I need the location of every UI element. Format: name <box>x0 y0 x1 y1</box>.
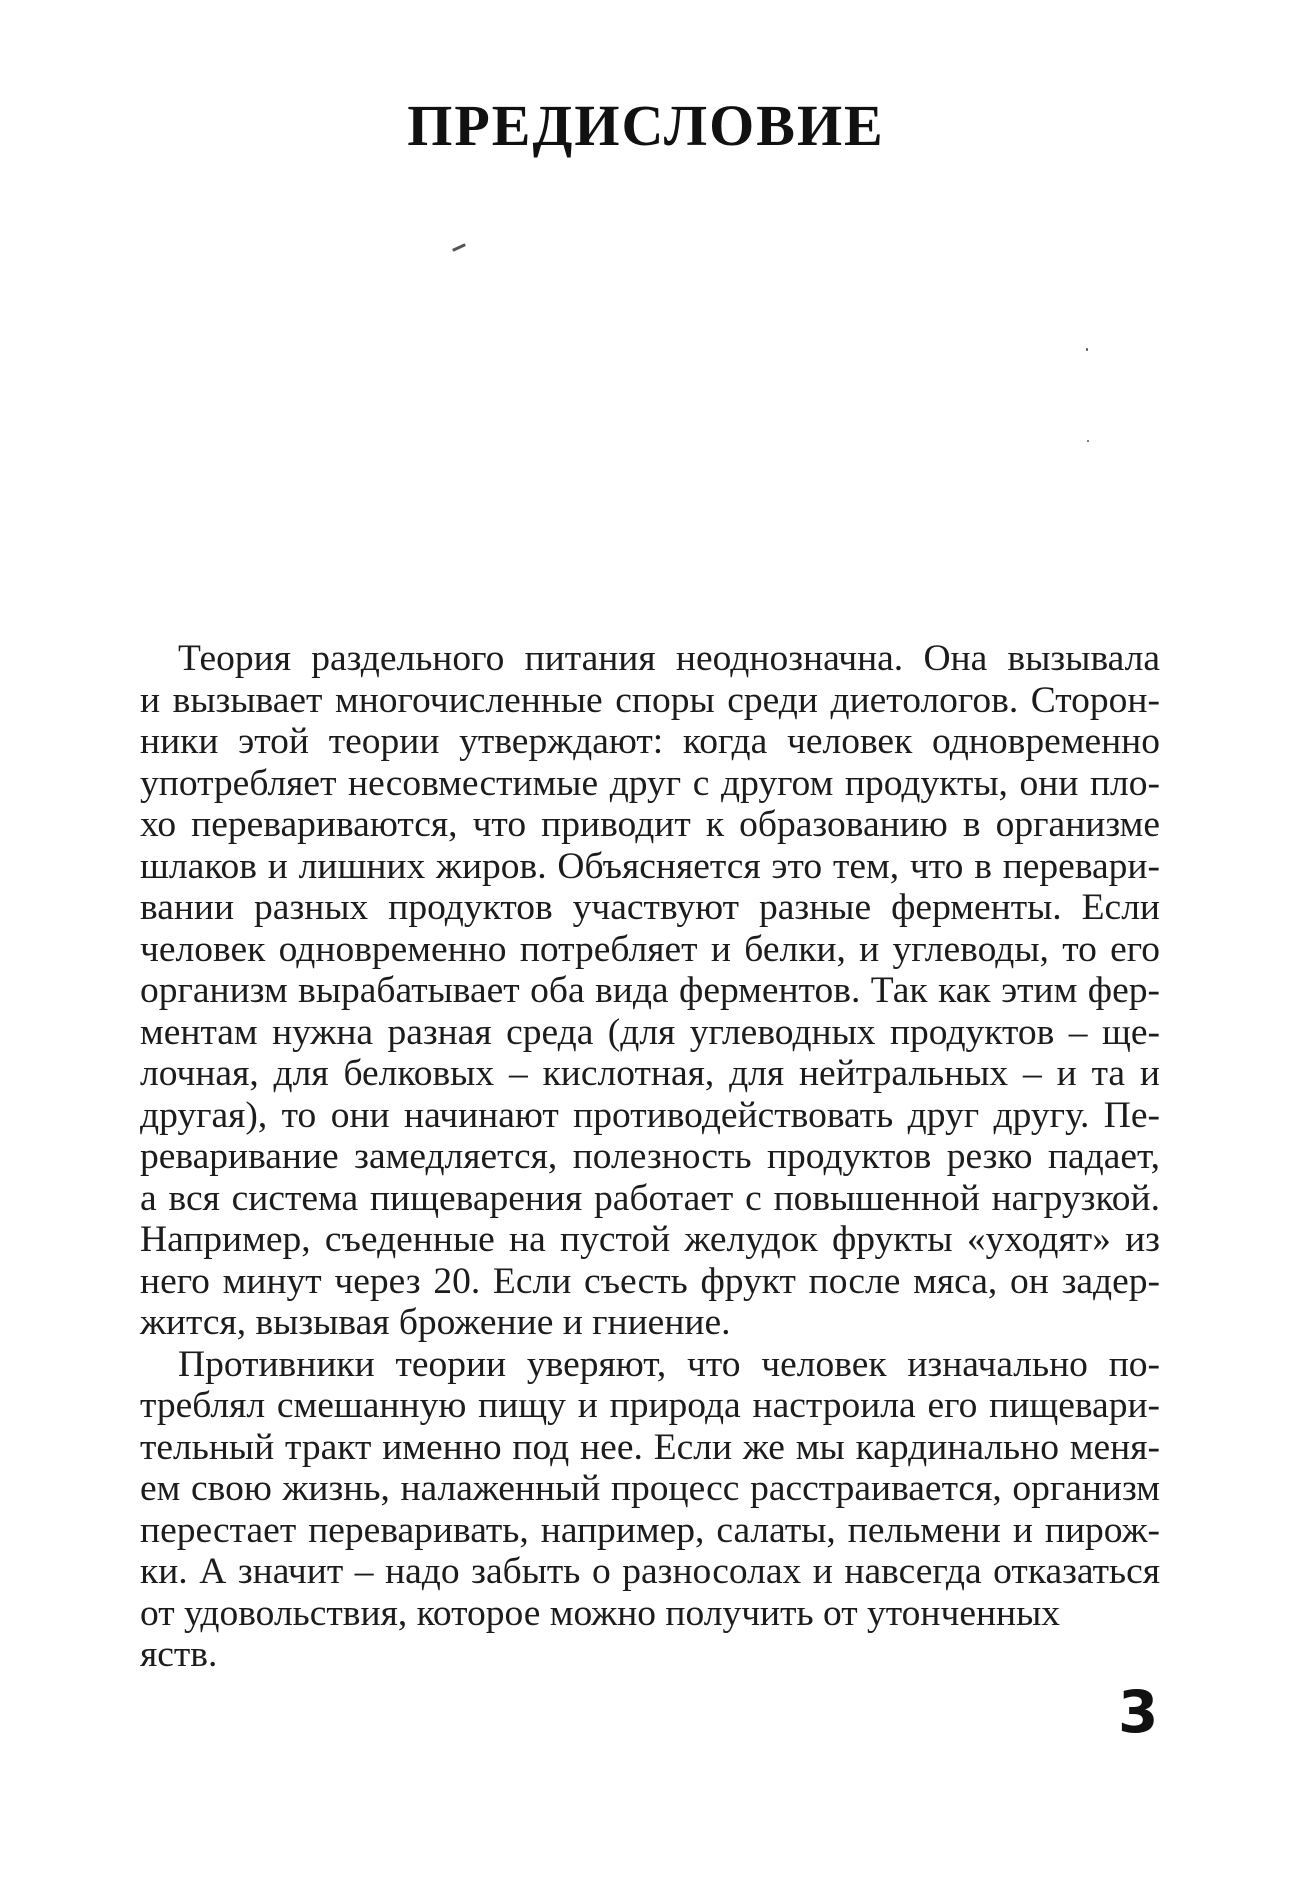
text-line: тельный тракт именно под нее. Если же мы кардинально меня- <box>140 1426 1160 1468</box>
print-speck <box>452 243 466 252</box>
text-line: ки. А значит – надо забыть о разносолах и навсегда отказаться <box>140 1551 1160 1592</box>
text-line: жится, вызывая брожение и гниение. <box>140 1302 731 1343</box>
body-text <box>140 638 1160 1676</box>
text-line: яств. <box>140 1634 218 1675</box>
print-speck <box>1087 440 1089 442</box>
text-line: вании разных продуктов участвуют разные ферменты. Если <box>140 887 1160 928</box>
text-line: ментам нужна разная среда (для углеводных продуктов – ще- <box>140 1011 1160 1053</box>
text-line: другая), то они начинают противодействовать друг другу. Пе- <box>140 1094 1160 1136</box>
text-line: и вызывает многочисленные споры среди диетологов. Сторон- <box>140 679 1160 721</box>
text-line: Теория раздельного питания неоднозначна. Она вызывала <box>178 638 1160 679</box>
page-number: 3 <box>1118 1678 1159 1746</box>
text-line: хо перевариваются, что приводит к образованию в организме <box>140 804 1160 845</box>
text-line: организм вырабатывает оба вида ферментов. Так как этим фер- <box>140 970 1160 1011</box>
text-line: реваривание замедляется, полезность продуктов резко падает, <box>140 1136 1160 1177</box>
print-speck <box>1086 348 1088 351</box>
text-line: треблял смешанную пищу и природа настроила его пищевари- <box>140 1385 1160 1426</box>
text-line: а вся система пищеварения работает с повышенной нагрузкой. <box>140 1177 1160 1219</box>
page-title: ПРЕДИСЛОВИЕ <box>407 93 885 158</box>
text-line: Например, съеденные на пустой желудок фрукты «уходят» из <box>140 1219 1160 1260</box>
text-line: Противники теории уверяют, что человек изначально по- <box>178 1343 1160 1385</box>
text-line: перестает переваривать, например, салаты, пельмени и пирож- <box>140 1509 1160 1551</box>
text-line: употребляет несовместимые друг с другом продукты, они пло- <box>140 762 1160 804</box>
text-line: ем свою жизнь, налаженный процесс расстраивается, организм <box>140 1468 1160 1509</box>
text-line: шлаков и лишних жиров. Объясняется это тем, что в перевари- <box>140 845 1160 887</box>
text-line: ники этой теории утверждают: когда человек одновременно <box>140 721 1160 762</box>
text-line: него минут через 20. Если съесть фрукт после мяса, он задер- <box>140 1260 1160 1302</box>
text-line: человек одновременно потребляет и белки, и углеводы, то его <box>140 928 1160 970</box>
text-line: лочная, для белковых – кислотная, для нейтральных – и та и <box>140 1053 1160 1094</box>
text-line: от удовольствия, которое можно получить от утонченных <box>140 1592 1061 1634</box>
